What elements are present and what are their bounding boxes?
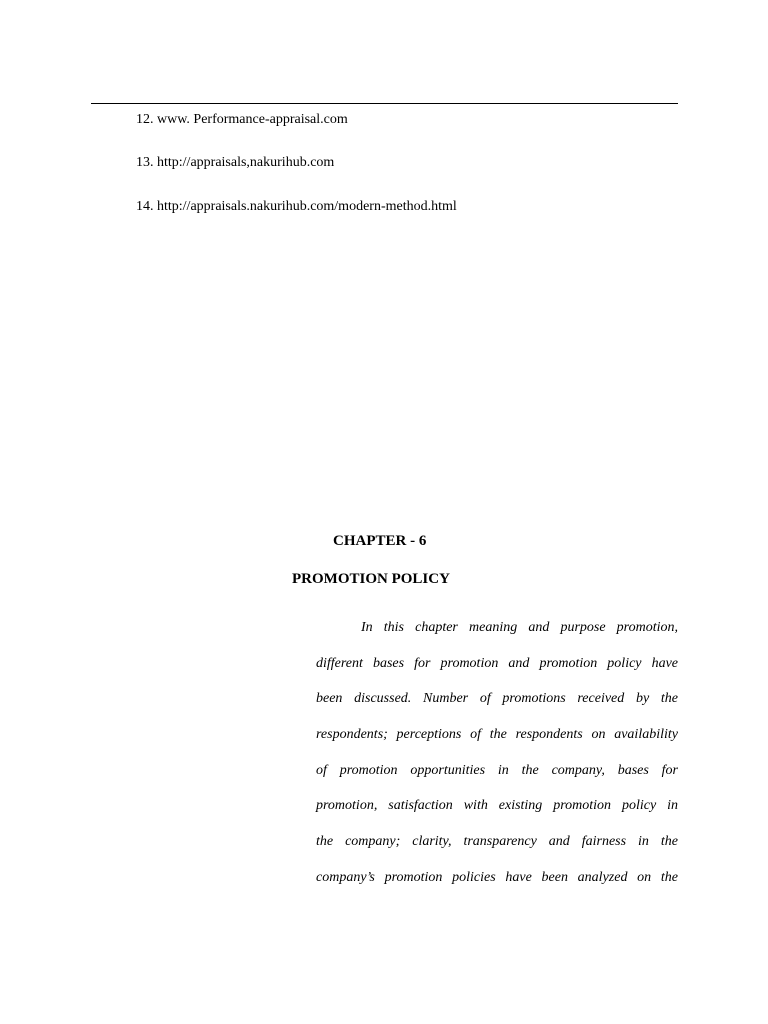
reference-item: 12. www. Performance-appraisal.com [136,112,348,127]
chapter-number: CHAPTER - 6 [333,533,427,549]
reference-item: 14. http://appraisals.nakurihub.com/modern-method.html [136,199,457,214]
paragraph-line: of promotion opportunities in the company, bases for [316,763,678,778]
footnote-divider [91,103,678,104]
paragraph-line: promotion, satisfaction with existing promotion policy in [316,798,678,813]
paragraph-line: the company; clarity, transparency and fairness in the [316,834,678,849]
reference-item: 13. http://appraisals,nakurihub.com [136,155,335,170]
paragraph-line: respondents; perceptions of the respondents on availability [316,727,678,742]
paragraph-line: been discussed. Number of promotions received by the [316,691,678,706]
paragraph-line: In this chapter meaning and purpose promotion, [361,620,678,635]
paragraph-line: company’s promotion policies have been analyzed on the [316,870,678,885]
chapter-title: PROMOTION POLICY [292,571,450,587]
paragraph-line: different bases for promotion and promotion policy have [316,656,678,671]
